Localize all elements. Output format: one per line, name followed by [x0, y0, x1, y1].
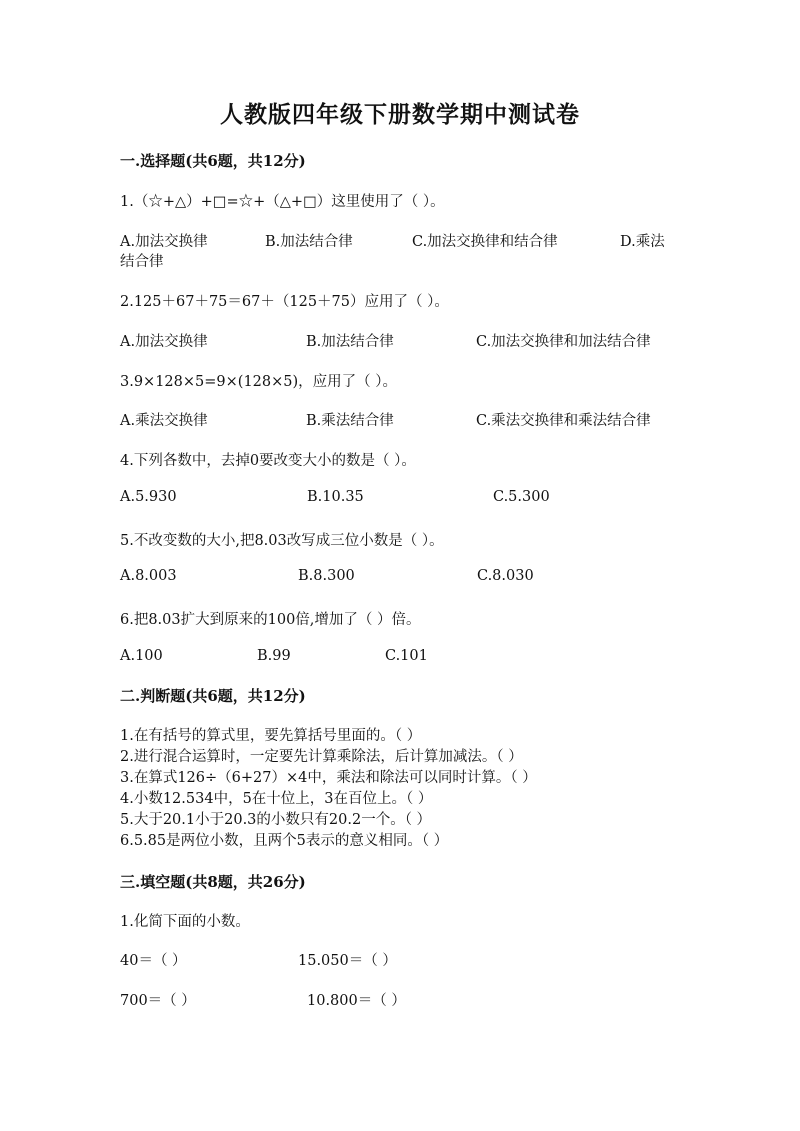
section-heading-choice: 一.选择题(共6题，共12分) — [120, 152, 306, 170]
blank-item: 15.050＝（ ） — [298, 953, 397, 969]
question-text: 6.把8.03扩大到原来的100倍,增加了（ ）倍。 — [120, 612, 421, 628]
option-b: B.99 — [257, 648, 291, 664]
question-text: 1.（☆+△）+□=☆+（△+□）这里使用了（ ）。 — [120, 194, 445, 210]
judgment-item: 3.在算式126÷（6+27）×4中，乘法和除法可以同时计算。（ ） — [120, 770, 537, 786]
option-c: C.乘法交换律和乘法结合律 — [476, 413, 651, 429]
blank-item: 700＝（ ） — [120, 993, 196, 1009]
option-a: A.100 — [120, 648, 163, 664]
judgment-item: 5.大于20.1小于20.3的小数只有20.2一个。（ ） — [120, 812, 432, 828]
option-c: C.5.300 — [493, 489, 550, 505]
question-text: 2.125＋67＋75＝67＋（125＋75）应用了（ ）。 — [120, 294, 449, 310]
page-title: 人教版四年级下册数学期中测试卷 — [220, 101, 580, 128]
question-text: 5.不改变数的大小,把8.03改写成三位小数是（ ）。 — [120, 533, 444, 549]
option-b: B.10.35 — [307, 489, 364, 505]
question-text: 3.9×128×5=9×(128×5)，应用了（ ）。 — [120, 374, 398, 390]
blank-item: 10.800＝（ ） — [307, 993, 406, 1009]
judgment-item: 6.5.85是两位小数，且两个5表示的意义相同。（ ） — [120, 833, 449, 849]
judgment-item: 2.进行混合运算时，一定要先计算乘除法，后计算加减法。（ ） — [120, 749, 523, 765]
judgment-item: 1.在有括号的算式里，要先算括号里面的。（ ） — [120, 728, 422, 744]
option-c: C.101 — [385, 648, 428, 664]
option-a: A.8.003 — [120, 568, 177, 584]
option-d-wrap: 结合律 — [120, 254, 164, 270]
question-text: 4.下列各数中，去掉0要改变大小的数是（ ）。 — [120, 453, 416, 469]
option-a: A.加法交换律 — [120, 334, 208, 350]
question-text: 1.化简下面的小数。 — [120, 914, 250, 930]
option-a: A.乘法交换律 — [120, 413, 208, 429]
option-b: B.乘法结合律 — [306, 413, 394, 429]
option-b: B.加法结合律 — [265, 234, 353, 250]
option-c: C.加法交换律和加法结合律 — [476, 334, 651, 350]
blank-item: 40＝（ ） — [120, 953, 187, 969]
option-d: D.乘法 — [620, 234, 665, 250]
option-a: A.加法交换律 — [120, 234, 208, 250]
option-c: C.加法交换律和结合律 — [412, 234, 558, 250]
section-heading-fill-blank: 三.填空题(共8题，共26分) — [120, 873, 306, 891]
option-b: B.8.300 — [298, 568, 355, 584]
judgment-item: 4.小数12.534中，5在十位上，3在百位上。（ ） — [120, 791, 433, 807]
option-a: A.5.930 — [120, 489, 177, 505]
option-c: C.8.030 — [477, 568, 534, 584]
option-b: B.加法结合律 — [306, 334, 394, 350]
section-heading-judgment: 二.判断题(共6题，共12分) — [120, 687, 306, 705]
